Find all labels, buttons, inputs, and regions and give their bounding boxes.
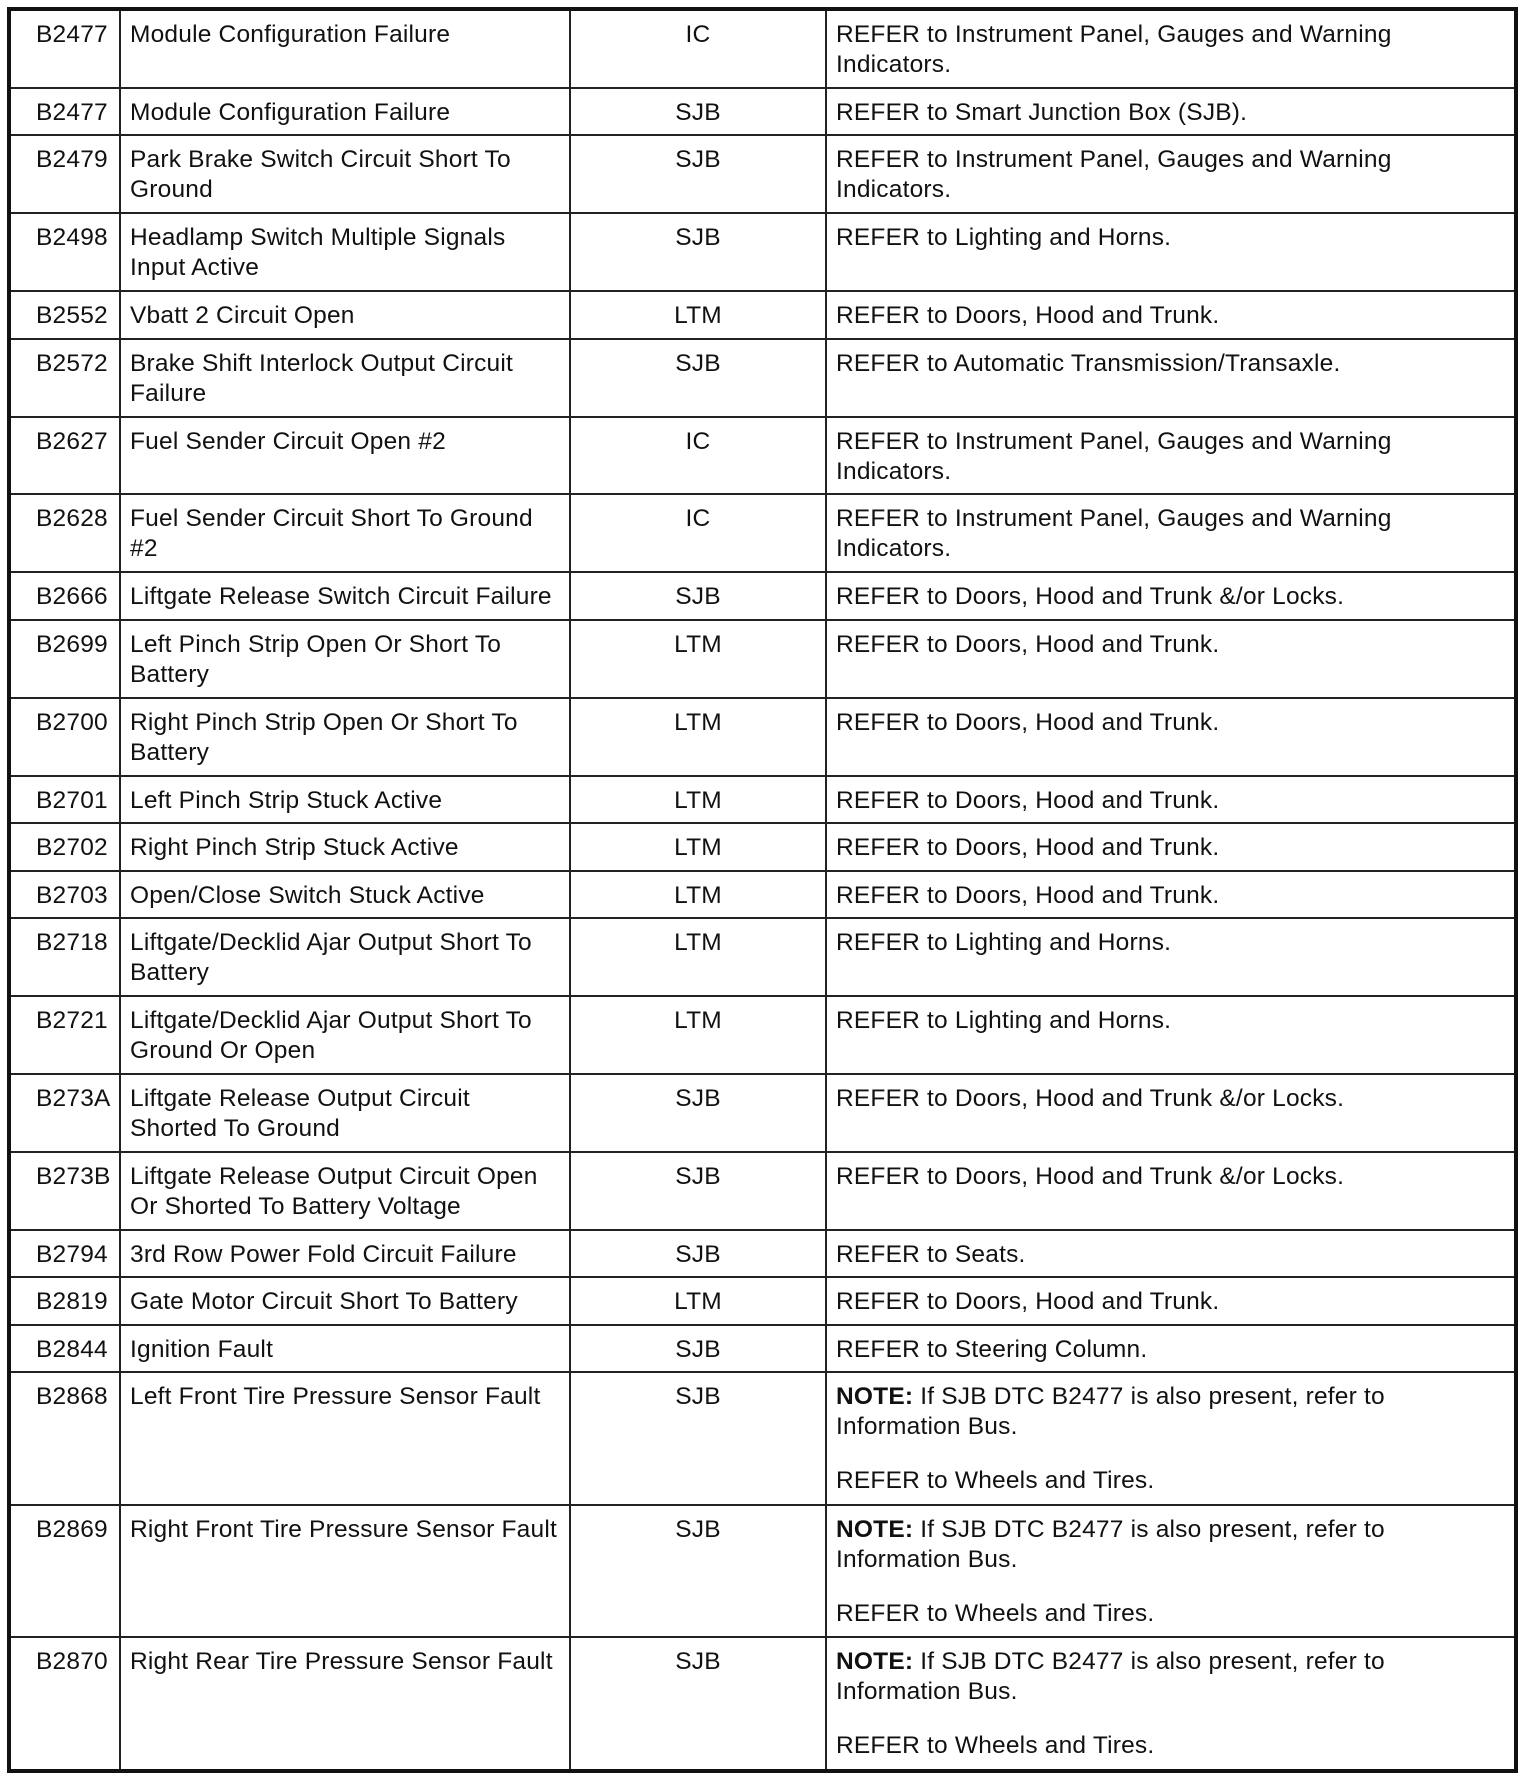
action-cell: REFER to Smart Junction Box (SJB). [826, 88, 1516, 136]
description-cell: Vbatt 2 Circuit Open [120, 291, 570, 339]
note-label: NOTE: [836, 1383, 914, 1411]
module-cell: LTM [570, 698, 826, 776]
table-row [9, 494, 1516, 572]
description-cell: Fuel Sender Circuit Open #2 [120, 417, 570, 495]
dtc-code-cell: B2552 [9, 291, 120, 339]
module-cell: SJB [570, 1152, 826, 1230]
module-cell: SJB [570, 1372, 826, 1505]
dtc-code-cell: B2819 [9, 1277, 120, 1325]
action-cell: REFER to Doors, Hood and Trunk. [826, 871, 1516, 919]
table-row [9, 417, 1516, 495]
note-line [836, 1647, 1504, 1707]
action-cell: REFER to Doors, Hood and Trunk. [826, 291, 1516, 339]
dtc-code-cell: B2701 [9, 776, 120, 824]
table-row [9, 9, 1516, 88]
action-cell: REFER to Seats. [826, 1230, 1516, 1278]
module-cell: SJB [570, 1637, 826, 1771]
dtc-code-cell: B2627 [9, 417, 120, 495]
module-cell: SJB [570, 572, 826, 620]
action-cell: REFER to Doors, Hood and Trunk. [826, 698, 1516, 776]
action-cell: REFER to Lighting and Horns. [826, 996, 1516, 1074]
description-cell: Module Configuration Failure [120, 9, 570, 88]
action-cell: REFER to Doors, Hood and Trunk &/or Locks. [826, 1152, 1516, 1230]
action-cell [826, 1637, 1516, 1771]
description-cell: Right Pinch Strip Open Or Short To Battery [120, 698, 570, 776]
description-cell: Liftgate Release Output Circuit Open Or Shorted To Battery Voltage [120, 1152, 570, 1230]
action-text: REFER to Wheels and Tires. [836, 1732, 1155, 1760]
dtc-code-cell: B2628 [9, 494, 120, 572]
description-cell: 3rd Row Power Fold Circuit Failure [120, 1230, 570, 1278]
action-cell: REFER to Instrument Panel, Gauges and Warning Indicators. [826, 135, 1516, 213]
table-row [9, 291, 1516, 339]
table-row [9, 135, 1516, 213]
description-cell: Headlamp Switch Multiple Signals Input Active [120, 213, 570, 291]
action-cell: REFER to Doors, Hood and Trunk. [826, 823, 1516, 871]
action-text: REFER to Wheels and Tires. [836, 1467, 1155, 1495]
module-cell: IC [570, 9, 826, 88]
dtc-code-cell: B2844 [9, 1325, 120, 1373]
dtc-table-body [9, 9, 1516, 1771]
action-cell: REFER to Lighting and Horns. [826, 918, 1516, 996]
description-cell: Brake Shift Interlock Output Circuit Failure [120, 339, 570, 417]
module-cell: LTM [570, 620, 826, 698]
dtc-code-cell: B2721 [9, 996, 120, 1074]
description-cell: Liftgate/Decklid Ajar Output Short To Ground Or Open [120, 996, 570, 1074]
description-cell: Module Configuration Failure [120, 88, 570, 136]
dtc-code-cell: B2869 [9, 1505, 120, 1638]
table-row [9, 1505, 1516, 1638]
note-text: If SJB DTC B2477 is also present, refer to Information Bus. [836, 1648, 1385, 1706]
table-row [9, 88, 1516, 136]
description-cell: Open/Close Switch Stuck Active [120, 871, 570, 919]
dtc-code-cell: B2477 [9, 88, 120, 136]
table-row [9, 572, 1516, 620]
dtc-code-cell: B2666 [9, 572, 120, 620]
dtc-code-cell: B2702 [9, 823, 120, 871]
dtc-code-cell: B2703 [9, 871, 120, 919]
module-cell: SJB [570, 339, 826, 417]
table-row [9, 918, 1516, 996]
table-row [9, 339, 1516, 417]
module-cell: LTM [570, 918, 826, 996]
table-row [9, 1230, 1516, 1278]
table-row [9, 698, 1516, 776]
dtc-code-cell: B2868 [9, 1372, 120, 1505]
module-cell: LTM [570, 776, 826, 824]
note-label: NOTE: [836, 1648, 914, 1676]
table-row [9, 1325, 1516, 1373]
action-cell: REFER to Instrument Panel, Gauges and Warning Indicators. [826, 417, 1516, 495]
module-cell: SJB [570, 88, 826, 136]
note-text: If SJB DTC B2477 is also present, refer to Information Bus. [836, 1515, 1385, 1573]
description-cell: Right Front Tire Pressure Sensor Fault [120, 1505, 570, 1638]
description-cell: Gate Motor Circuit Short To Battery [120, 1277, 570, 1325]
table-row [9, 1372, 1516, 1505]
action-cell [826, 1372, 1516, 1505]
note-text: If SJB DTC B2477 is also present, refer to Information Bus. [836, 1383, 1385, 1441]
module-cell: LTM [570, 823, 826, 871]
action-cell: REFER to Instrument Panel, Gauges and Warning Indicators. [826, 494, 1516, 572]
description-cell: Left Front Tire Pressure Sensor Fault [120, 1372, 570, 1505]
action-cell: REFER to Doors, Hood and Trunk. [826, 776, 1516, 824]
dtc-table [7, 7, 1518, 1773]
description-cell: Liftgate/Decklid Ajar Output Short To Battery [120, 918, 570, 996]
table-row [9, 996, 1516, 1074]
table-row [9, 1074, 1516, 1152]
dtc-code-cell: B2498 [9, 213, 120, 291]
table-row [9, 1277, 1516, 1325]
table-row [9, 620, 1516, 698]
module-cell: SJB [570, 213, 826, 291]
description-cell: Left Pinch Strip Stuck Active [120, 776, 570, 824]
table-row [9, 871, 1516, 919]
module-cell: SJB [570, 1325, 826, 1373]
action-cell: REFER to Steering Column. [826, 1325, 1516, 1373]
description-cell: Right Pinch Strip Stuck Active [120, 823, 570, 871]
module-cell: SJB [570, 135, 826, 213]
module-cell: SJB [570, 1505, 826, 1638]
action-cell: REFER to Doors, Hood and Trunk. [826, 1277, 1516, 1325]
dtc-code-cell: B273B [9, 1152, 120, 1230]
dtc-code-cell: B273A [9, 1074, 120, 1152]
note-label: NOTE: [836, 1515, 914, 1543]
table-row [9, 213, 1516, 291]
action-cell: REFER to Doors, Hood and Trunk &/or Locks. [826, 1074, 1516, 1152]
description-cell: Left Pinch Strip Open Or Short To Battery [120, 620, 570, 698]
note-line [836, 1382, 1504, 1442]
action-cell: REFER to Instrument Panel, Gauges and Warning Indicators. [826, 9, 1516, 88]
module-cell: SJB [570, 1230, 826, 1278]
module-cell: SJB [570, 1074, 826, 1152]
note-line [836, 1515, 1504, 1575]
description-cell: Liftgate Release Switch Circuit Failure [120, 572, 570, 620]
dtc-code-cell: B2572 [9, 339, 120, 417]
table-row [9, 1637, 1516, 1771]
module-cell: LTM [570, 996, 826, 1074]
table-row [9, 776, 1516, 824]
module-cell: LTM [570, 871, 826, 919]
dtc-code-cell: B2794 [9, 1230, 120, 1278]
dtc-code-cell: B2479 [9, 135, 120, 213]
dtc-code-cell: B2718 [9, 918, 120, 996]
module-cell: LTM [570, 291, 826, 339]
action-text: REFER to Wheels and Tires. [836, 1599, 1155, 1627]
action-cell: REFER to Doors, Hood and Trunk &/or Locks. [826, 572, 1516, 620]
dtc-code-cell: B2700 [9, 698, 120, 776]
description-cell: Fuel Sender Circuit Short To Ground #2 [120, 494, 570, 572]
action-cell [826, 1505, 1516, 1638]
dtc-code-cell: B2699 [9, 620, 120, 698]
table-row [9, 823, 1516, 871]
module-cell: IC [570, 417, 826, 495]
description-cell: Liftgate Release Output Circuit Shorted To Ground [120, 1074, 570, 1152]
dtc-code-cell: B2870 [9, 1637, 120, 1771]
module-cell: IC [570, 494, 826, 572]
dtc-code-cell: B2477 [9, 9, 120, 88]
description-cell: Ignition Fault [120, 1325, 570, 1373]
table-row [9, 1152, 1516, 1230]
action-cell: REFER to Doors, Hood and Trunk. [826, 620, 1516, 698]
action-cell: REFER to Lighting and Horns. [826, 213, 1516, 291]
description-cell: Right Rear Tire Pressure Sensor Fault [120, 1637, 570, 1771]
action-cell: REFER to Automatic Transmission/Transaxle. [826, 339, 1516, 417]
module-cell: LTM [570, 1277, 826, 1325]
description-cell: Park Brake Switch Circuit Short To Ground [120, 135, 570, 213]
